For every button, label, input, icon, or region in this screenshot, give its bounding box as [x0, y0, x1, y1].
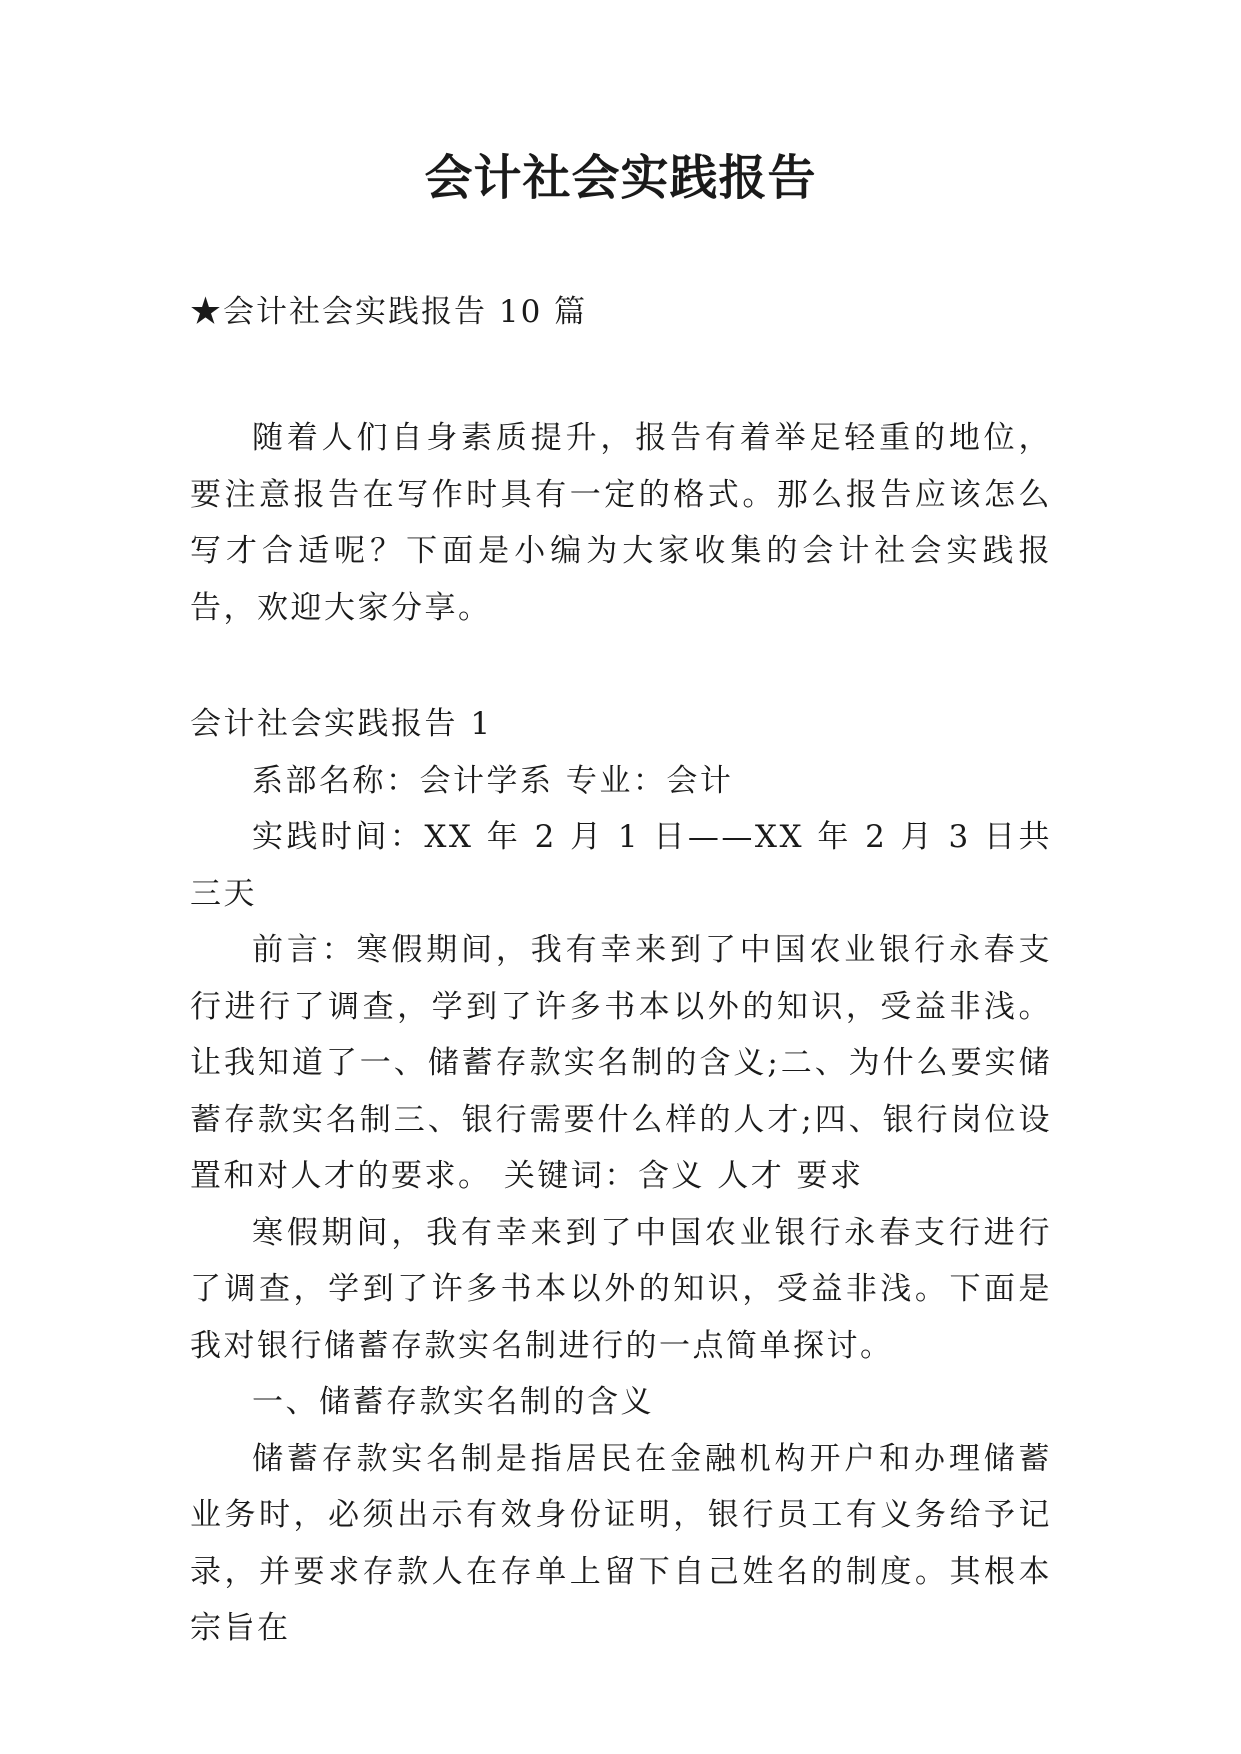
practice-time-line: 实践时间：XX 年 2 月 1 日——XX 年 2 月 3 日共三天 — [190, 819, 1052, 912]
section-heading: 会计社会实践报告 1 — [190, 706, 493, 742]
body-paragraph: 寒假期间，我有幸来到了中国农业银行永春支行进行了调查，学到了许多书本以外的知识，受益非浅。下面是我对银行储蓄存款实名制进行的一点简单探讨。 — [190, 1214, 1052, 1364]
intro-section — [190, 410, 1052, 636]
preface-paragraph: 前言：寒假期间，我有幸来到了中国农业银行永春支行进行了调查，学到了许多书本以外的知识，受益非浅。让我知道了一、储蓄存款实名制的含义;二、为什么要实储蓄存款实名制三、银行需要什么样的人才;四、银行岗位设置和对人才的要求。 关键词：含义 人才 要求 — [190, 932, 1052, 1194]
intro-paragraph: 随着人们自身素质提升，报告有着举足轻重的地位，要注意报告在写作时具有一定的格式。那么报告应该怎么写才合适呢？下面是小编为大家收集的会计社会实践报告，欢迎大家分享。 — [190, 420, 1052, 626]
department-line: 系部名称：会计学系 专业：会计 — [252, 762, 734, 799]
document-subtitle: ★会计社会实践报告 10 篇 — [190, 294, 588, 330]
document-title: 会计社会实践报告 — [424, 150, 817, 206]
body-paragraph: 储蓄存款实名制是指居民在金融机构开户和办理储蓄业务时，必须出示有效身份证明，银行员工有义务给予记录，并要求存款人在存单上留下自己姓名的制度。其根本宗旨在 — [190, 1440, 1052, 1646]
report-section-1 — [190, 696, 1052, 1657]
subheading: 一、储蓄存款实名制的含义 — [252, 1384, 654, 1420]
